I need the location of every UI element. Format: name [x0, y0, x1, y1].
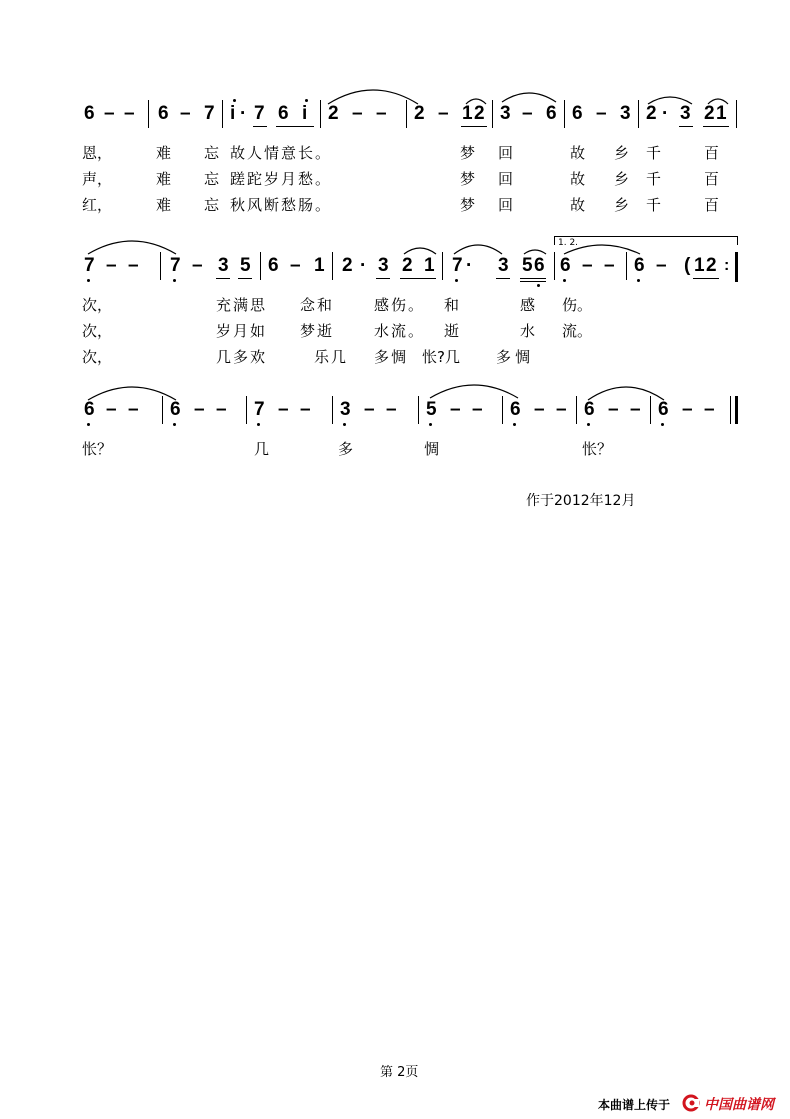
note: 2: [706, 255, 717, 276]
note-high: i: [302, 103, 308, 124]
lyric: 梦: [460, 144, 476, 162]
lyric: 百: [704, 170, 720, 188]
barline: [730, 396, 731, 424]
lyric: 忘: [204, 170, 220, 188]
lyric: 多: [338, 440, 354, 458]
note: 1: [314, 255, 325, 276]
low-dot: [343, 423, 346, 426]
low-dot: [513, 423, 516, 426]
lyric: 多惆: [374, 348, 409, 366]
slur: [522, 246, 548, 256]
lyric: 回: [498, 196, 514, 214]
note: 2: [342, 255, 353, 276]
barline: [260, 252, 261, 280]
dash: –: [194, 399, 205, 420]
lyric: 难: [156, 196, 172, 214]
barline: [332, 252, 333, 280]
note: 6: [268, 255, 279, 276]
lyric: 次，: [82, 296, 113, 314]
slur: [86, 382, 178, 402]
lyric: 乡: [614, 196, 630, 214]
slur: [402, 244, 438, 256]
note: 1: [716, 103, 727, 124]
barline: [160, 252, 161, 280]
dash: –: [128, 255, 139, 276]
lyric: 声，: [82, 170, 113, 188]
lyric: 逝: [444, 322, 460, 340]
note: 2: [414, 103, 425, 124]
low-dot: [257, 423, 260, 426]
dash: –: [682, 399, 693, 420]
note: 7: [84, 255, 95, 276]
underline: [400, 278, 436, 279]
dash: –: [192, 255, 203, 276]
dash: –: [522, 103, 533, 124]
note: 5: [426, 399, 437, 420]
low-dot: [429, 423, 432, 426]
lyric: 乡: [614, 170, 630, 188]
lyric: 流。: [562, 322, 593, 340]
note: 6: [572, 103, 583, 124]
lyric: 百: [704, 144, 720, 162]
low-dot: [537, 284, 540, 287]
dot-rhythm: ·: [466, 255, 473, 276]
lyric: 乐几: [314, 348, 349, 366]
underline: [238, 278, 252, 279]
dash: –: [472, 399, 483, 420]
barline: [418, 396, 419, 424]
dash: –: [556, 399, 567, 420]
note: 2: [646, 103, 657, 124]
slur: [428, 380, 520, 400]
note: 6: [534, 255, 545, 276]
note: 6: [158, 103, 169, 124]
barline: [442, 252, 443, 280]
lyric: 几多欢: [216, 348, 268, 366]
dash: –: [386, 399, 397, 420]
lyric: 和: [444, 296, 460, 314]
note: 7: [254, 399, 265, 420]
barline: [332, 396, 333, 424]
note: 2: [402, 255, 413, 276]
barline: [502, 396, 503, 424]
slur: [452, 240, 504, 256]
lyric: 岁月如: [216, 322, 268, 340]
dash: –: [438, 103, 449, 124]
lyric: 充满思: [216, 296, 268, 314]
dot-rhythm: ·: [240, 103, 247, 124]
dash: –: [630, 399, 641, 420]
note-high: i: [230, 103, 236, 124]
repeat-sign: :: [724, 257, 730, 274]
barline: [576, 396, 577, 424]
dot-rhythm: ·: [360, 255, 367, 276]
underline: [216, 278, 230, 279]
note: 3: [680, 103, 691, 124]
site-logo-icon: [682, 1094, 702, 1112]
lyric: 念和: [300, 296, 335, 314]
lyric: 故: [570, 196, 586, 214]
lyric: 千: [646, 170, 662, 188]
lyric: 故人情意长。: [230, 144, 333, 162]
lyric: 红，: [82, 196, 113, 214]
dash: –: [106, 399, 117, 420]
dash: –: [300, 399, 311, 420]
underline: [693, 278, 719, 279]
note: 1: [462, 103, 473, 124]
dash: –: [608, 399, 619, 420]
note: 7: [204, 103, 215, 124]
lyric: 忘: [204, 144, 220, 162]
note: 3: [378, 255, 389, 276]
note: 6: [510, 399, 521, 420]
dash: –: [704, 399, 715, 420]
low-dot: [637, 279, 640, 282]
lyric: 次，: [82, 348, 113, 366]
dash: –: [104, 103, 115, 124]
lyric: 故: [570, 144, 586, 162]
low-dot: [87, 423, 90, 426]
note: 1: [424, 255, 435, 276]
note: 6: [634, 255, 645, 276]
end-repeat-barline: [735, 252, 738, 282]
note: 2: [704, 103, 715, 124]
note: 3: [340, 399, 351, 420]
lyric: 怅?几: [422, 348, 460, 366]
note: 1: [694, 255, 705, 276]
lyric: 梦逝: [300, 322, 335, 340]
dash: –: [278, 399, 289, 420]
underline: [496, 278, 510, 279]
dash: –: [124, 103, 135, 124]
lyric: 百: [704, 196, 720, 214]
lyric: 水流。: [374, 322, 426, 340]
note: 6: [84, 103, 95, 124]
low-dot: [563, 279, 566, 282]
note: 2: [474, 103, 485, 124]
note: 7: [170, 255, 181, 276]
lyric: 回: [498, 144, 514, 162]
lyric: 难: [156, 170, 172, 188]
note: 6: [170, 399, 181, 420]
underline: [376, 278, 390, 279]
note: 3: [500, 103, 511, 124]
upload-credit: 本曲谱上传于: [598, 1098, 671, 1112]
lyric: 感: [520, 296, 536, 314]
lyric: 怅？: [582, 440, 613, 458]
dash: –: [450, 399, 461, 420]
lyric: 秋风断愁肠。: [230, 196, 333, 214]
note: 3: [498, 255, 509, 276]
lyric: 怅？: [82, 440, 113, 458]
volta-label: 1. 2.: [558, 238, 579, 248]
note: 3: [218, 255, 229, 276]
lyric: 多惆: [496, 348, 535, 366]
dash: –: [582, 255, 593, 276]
underline: [520, 281, 546, 282]
note: 3: [620, 103, 631, 124]
lyric: 难: [156, 144, 172, 162]
note: 7: [452, 255, 463, 276]
dash: –: [106, 255, 117, 276]
low-dot: [661, 423, 664, 426]
lyric: 梦: [460, 170, 476, 188]
note: 5: [240, 255, 251, 276]
lyric: 千: [646, 196, 662, 214]
composition-date: 作于2012年12月: [526, 493, 636, 509]
lyric: 千: [646, 144, 662, 162]
lyric: 惆: [424, 440, 440, 458]
slur: [586, 382, 666, 402]
note: 6: [278, 103, 289, 124]
barline: [626, 252, 627, 280]
lyric: 忘: [204, 196, 220, 214]
dash: –: [216, 399, 227, 420]
dash: –: [596, 103, 607, 124]
barline: [554, 252, 555, 280]
lyric: 水: [520, 322, 536, 340]
note: 6: [560, 255, 571, 276]
slur: [86, 236, 178, 256]
lyric: 恩，: [82, 144, 113, 162]
dash: –: [604, 255, 615, 276]
note: 6: [658, 399, 669, 420]
dash: –: [534, 399, 545, 420]
dash: –: [180, 103, 191, 124]
low-dot: [173, 279, 176, 282]
note: 6: [84, 399, 95, 420]
dash: –: [128, 399, 139, 420]
lyric: 几: [254, 440, 270, 458]
lyric: 次，: [82, 322, 113, 340]
lyric: 感伤。: [374, 296, 426, 314]
low-dot: [455, 279, 458, 282]
note: 7: [254, 103, 265, 124]
barline: [246, 396, 247, 424]
note: 5: [522, 255, 533, 276]
lyric: 蹉跎岁月愁。: [230, 170, 333, 188]
lyric: 梦: [460, 196, 476, 214]
note: 6: [584, 399, 595, 420]
dot-rhythm: ·: [662, 103, 669, 124]
underline: [520, 278, 546, 279]
low-dot: [87, 279, 90, 282]
site-logo-text: 中国曲谱网: [704, 1097, 774, 1113]
dash: –: [352, 103, 363, 124]
lyric: 回: [498, 170, 514, 188]
dash: –: [364, 399, 375, 420]
lyric: 伤。: [562, 296, 593, 314]
final-barline: [735, 396, 738, 424]
dash: –: [290, 255, 301, 276]
dash: –: [376, 103, 387, 124]
dash: –: [656, 255, 667, 276]
paren: (: [684, 255, 691, 276]
low-dot: [587, 423, 590, 426]
page-number: 第 2页: [380, 1065, 419, 1080]
lyric: 故: [570, 170, 586, 188]
slur: [562, 240, 642, 256]
note: 6: [546, 103, 557, 124]
note: 2: [328, 103, 339, 124]
lyric: 乡: [614, 144, 630, 162]
low-dot: [173, 423, 176, 426]
